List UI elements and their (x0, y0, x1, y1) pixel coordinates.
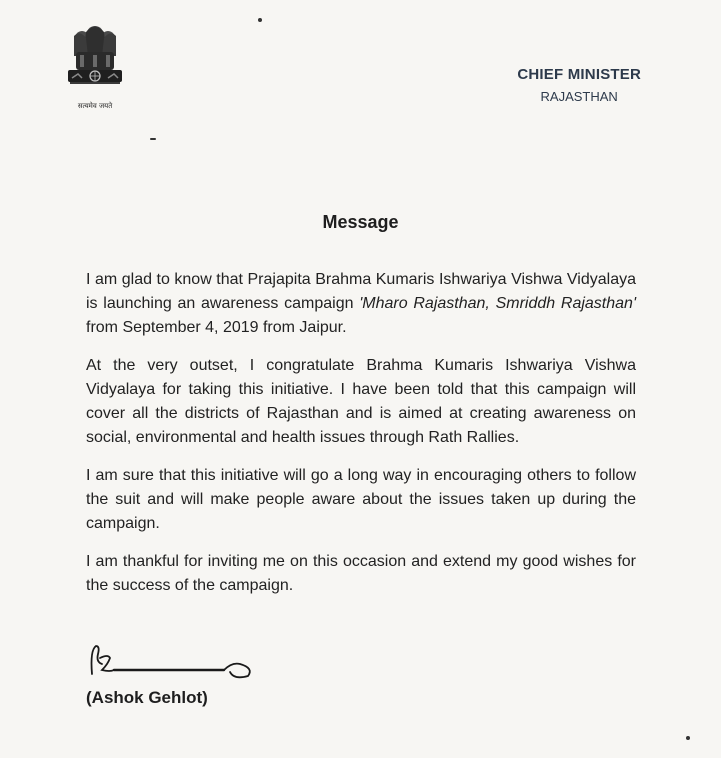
paper-speck (686, 736, 690, 740)
paragraph-4: I am thankful for inviting me on this occasion and extend my good wishes for the success of the campaign. (86, 553, 636, 594)
emblem-block (60, 22, 130, 114)
handwritten-signature (84, 640, 264, 684)
office-state: RAJASTHAN (540, 89, 618, 104)
letterhead-office (517, 66, 641, 104)
message-heading: Message (322, 212, 399, 232)
signatory-name: (Ashok Gehlot) (86, 688, 208, 707)
message-body (86, 268, 636, 612)
paragraph-2: At the very outset, I congratulate Brahma Kumaris Ishwariya Vishwa Vidyalaya for taking this initiative. I have been told that this campaign will cover all the districts of Rajasthan and is aimed at creating awareness on social, environmental and health issues through Rath Rallies. (86, 357, 636, 446)
paragraph-3: I am sure that this initiative will go a long way in encouraging others to follow the suit and will make people aware about the issues taken up during the campaign. (86, 467, 636, 532)
emblem-motto: सत्यमेव जयते (77, 102, 113, 110)
paper-speck (150, 138, 156, 140)
paragraph-1-intro: I am glad to know that Prajapita Brahma Kumaris Ishwariya Vishwa Vidyalaya is launching an awareness campaign (86, 271, 636, 312)
paragraph-1 (86, 268, 636, 340)
signature-block (84, 640, 264, 684)
campaign-name: 'Mharo Rajasthan, Smriddh Rajasthan' (359, 295, 636, 312)
office-title: CHIEF MINISTER (517, 66, 641, 83)
paragraph-1-outro: from September 4, 2019 from Jaipur. (86, 319, 347, 336)
ashoka-emblem-icon (60, 22, 130, 100)
paper-speck (258, 18, 262, 22)
